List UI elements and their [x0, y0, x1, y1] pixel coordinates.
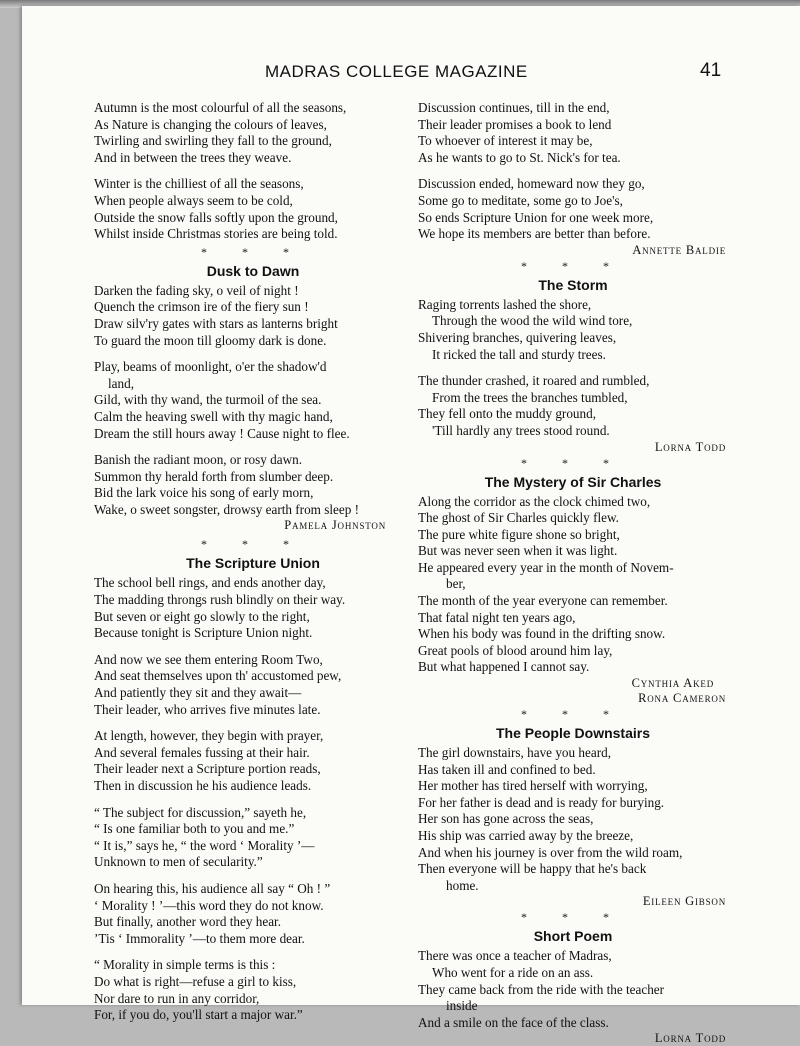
right-column — [418, 100, 728, 1046]
poem-line: To whoever of interest it may be, — [418, 133, 593, 149]
poem-line: They came back from the ride with the teacher — [418, 981, 665, 997]
poem-line: Some go to meditate, some go to Joe's, — [418, 192, 623, 208]
poem-line: Her son has gone across the seas, — [418, 811, 594, 827]
poem-line: Calm the heaving swell with thy magic hand, — [94, 408, 333, 424]
poem-line: It ricked the tall and sturdy trees. — [432, 346, 606, 362]
poem-line: That fatal night ten years ago, — [418, 609, 576, 625]
poem-line: “ Is one familiar both to you and me.” — [94, 821, 295, 837]
poem-line: Unknown to men of secularity.” — [94, 854, 263, 870]
author-downstairs: Eileen Gibson — [642, 894, 726, 909]
stanza-scripture-1 — [94, 575, 412, 641]
poem-line: Autumn is the most colourful of all the seasons, — [94, 100, 347, 115]
poem-line: He appeared every year in the month of Novem- — [418, 559, 674, 575]
author-mystery-1: Cynthia Aked — [631, 676, 714, 691]
section-divider: * * * — [521, 707, 625, 722]
poem-line: And several females fussing at their hair. — [94, 744, 310, 760]
poem-line: “ It is,” says he, “ the word ‘ Morality ’— — [94, 837, 315, 853]
stanza-downstairs-1 — [418, 745, 728, 894]
poem-line: Quench the crimson ire of the fiery sun ! — [94, 299, 309, 315]
poem-line: At length, however, they begin with prayer, — [94, 728, 324, 744]
poem-line: When his body was found in the drifting snow. — [418, 626, 666, 642]
section-divider: * * * — [521, 258, 625, 273]
section-divider: * * * — [521, 455, 625, 470]
poem-line: And in between the trees they weave. — [94, 149, 292, 165]
poem-line: Has taken ill and confined to bed. — [418, 761, 596, 777]
stanza-storm-2 — [418, 373, 728, 439]
poem-line: The month of the year everyone can remember. — [418, 593, 668, 609]
poem-line: Wake, o sweet songster, drowsy earth from sleep ! — [94, 501, 360, 517]
poem-line: 'Till hardly any trees stood round. — [432, 422, 610, 438]
poem-line: Along the corridor as the clock chimed two, — [418, 493, 651, 509]
poem-line: Nor dare to run in any corridor, — [94, 990, 260, 1006]
poem-line: Great pools of blood around him lay, — [418, 642, 613, 658]
poem-line: Bid the lark voice his song of early morn, — [94, 485, 314, 501]
section-divider: * * * — [201, 537, 305, 552]
poem-line: Through the wood the wild wind tore, — [432, 313, 633, 329]
stanza-short-1 — [418, 948, 728, 1031]
poem-line: The school bell rings, and ends another day, — [94, 575, 326, 591]
poem-line: But what happened I cannot say. — [418, 659, 590, 675]
poem-line: Because tonight is Scripture Union night. — [94, 625, 313, 641]
poem-line: To guard the moon till gloomy dark is done. — [94, 332, 327, 348]
poem-line: And now we see them entering Room Two, — [94, 651, 323, 667]
stanza-scripture-8 — [418, 176, 728, 242]
poem-line: When people always seem to be cold, — [94, 192, 293, 208]
poem-line: For, if you do, you'll start a major war.” — [94, 1007, 303, 1023]
poem-line: Then everyone will be happy that he's back — [418, 861, 647, 877]
stanza-dusk-2 — [94, 359, 412, 442]
poem-line: Discussion ended, homeward now they go, — [418, 176, 645, 192]
poem-line: Then in discussion he his audience leads. — [94, 778, 312, 793]
poem-line: Darken the fading sky, o veil of night ! — [94, 282, 299, 298]
poem-line: Play, beams of moonlight, o'er the shadow'd — [94, 359, 327, 375]
poem-line: Shivering branches, quivering leaves, — [418, 329, 617, 345]
poem-line: But finally, another word they hear. — [94, 914, 282, 930]
author-storm: Lorna Todd — [654, 439, 726, 454]
poem-line: For her father is dead and is ready for burying. — [418, 794, 665, 810]
stanza-scripture-4 — [94, 805, 412, 871]
poem-line: Her mother has tired herself with worrying, — [418, 778, 648, 794]
poem-line: “ Morality in simple terms is this : — [94, 957, 276, 973]
poem-line: ’Tis ‘ Immorality ’—to them more dear. — [94, 930, 305, 946]
poem-title-downstairs: The People Downstairs — [495, 725, 651, 742]
poem-title-dusk: Dusk to Dawn — [206, 262, 300, 279]
poem-line: Raging torrents lashed the shore, — [418, 296, 592, 312]
stanza-dusk-3 — [94, 452, 412, 518]
poem-line: But was never seen when it was light. — [418, 543, 618, 559]
stanza-scripture-2 — [94, 652, 412, 718]
section-divider: * * * — [201, 244, 305, 259]
poem-line: They fell onto the muddy ground, — [418, 406, 596, 422]
page-header — [0, 62, 800, 86]
poem-line: Gild, with thy wand, the turmoil of the sea. — [94, 392, 322, 408]
poem-line: But seven or eight go slowly to the right, — [94, 608, 310, 624]
stanza-scripture-5 — [94, 881, 412, 947]
poem-line: Winter is the chilliest of all the seasons, — [94, 176, 304, 192]
stanza-dusk-1 — [94, 283, 412, 349]
poem-line: As he wants to go to St. Nick's for tea. — [418, 149, 621, 165]
stanza-storm-1 — [418, 297, 728, 363]
poem-line: His ship was carried away by the breeze, — [418, 828, 634, 843]
author-scripture: Annette Baldie — [632, 242, 726, 257]
poem-line: land, — [108, 375, 135, 391]
poem-line: Who went for a ride on an ass. — [432, 964, 594, 980]
poem-line: Their leader, who arrives five minutes late. — [94, 701, 321, 717]
left-column — [94, 100, 412, 1034]
poem-line: The girl downstairs, have you heard, — [418, 745, 611, 761]
poem-title-short: Short Poem — [533, 928, 613, 945]
poem-line: We hope its members are better than before. — [418, 226, 651, 242]
stanza-scripture-3 — [94, 728, 412, 794]
stanza-scripture-6 — [94, 957, 412, 1023]
poem-line: Their leader next a Scripture portion reads, — [94, 761, 321, 777]
stanza-mystery-1 — [418, 494, 728, 677]
section-divider: * * * — [521, 910, 625, 925]
poem-line: Whilst inside Christmas stories are being told. — [94, 226, 338, 242]
stanza-autumn — [94, 100, 412, 166]
poem-line: There was once a teacher of Madras, — [418, 948, 612, 964]
author-mystery-2: Rona Cameron — [638, 691, 726, 706]
poem-line: Twirling and swirling they fall to the ground, — [94, 133, 332, 149]
stanza-winter — [94, 176, 412, 242]
poem-line: The pure white figure shone so bright, — [418, 526, 620, 542]
poem-line: ber, — [446, 576, 466, 592]
poem-line: “ The subject for discussion,” sayeth he, — [94, 804, 307, 820]
magazine-title: MADRAS COLLEGE MAGAZINE — [265, 62, 528, 81]
poem-line: ‘ Morality ! ’—this word they do not know. — [94, 897, 324, 913]
poem-line: Discussion continues, till in the end, — [418, 100, 610, 115]
poem-line: The thunder crashed, it roared and rumbled, — [418, 373, 650, 389]
poem-line: Do what is right—refuse a girl to kiss, — [94, 973, 297, 989]
poem-line: So ends Scripture Union for one week more, — [418, 209, 654, 225]
poem-line: Summon thy herald forth from slumber deep. — [94, 468, 334, 484]
poem-title-scripture: The Scripture Union — [186, 555, 320, 572]
poem-title-storm: The Storm — [538, 276, 608, 293]
author-dusk: Pamela Johnston — [284, 518, 386, 533]
author-short: Lorna Todd — [654, 1031, 726, 1046]
poem-line: And patiently they sit and they await— — [94, 685, 302, 701]
poem-line: home. — [446, 877, 479, 893]
page-number: 41 — [700, 60, 722, 81]
poem-line: Banish the radiant moon, or rosy dawn. — [94, 452, 303, 468]
poem-line: Draw silv'ry gates with stars as lanterns bright — [94, 315, 338, 331]
poem-line: inside — [446, 998, 478, 1014]
poem-line: Dream the still hours away ! Cause night to flee. — [94, 425, 350, 441]
poem-title-mystery: The Mystery of Sir Charles — [484, 473, 662, 490]
poem-line: As Nature is changing the colours of leaves, — [94, 116, 327, 132]
poem-line: The ghost of Sir Charles quickly flew. — [418, 510, 619, 526]
poem-line: Outside the snow falls softly upon the ground, — [94, 209, 338, 225]
poem-line: Their leader promises a book to lend — [418, 116, 612, 132]
poem-line: The madding throngs rush blindly on their way. — [94, 592, 346, 608]
stanza-scripture-7 — [418, 100, 728, 166]
poem-line: On hearing this, his audience all say “ Oh ! ” — [94, 880, 331, 896]
poem-line: And when his journey is over from the wild roam, — [418, 844, 683, 860]
poem-line: And a smile on the face of the class. — [418, 1014, 609, 1030]
poem-line: From the trees the branches tumbled, — [432, 389, 628, 405]
poem-line: And seat themselves upon th' accustomed pew, — [94, 668, 342, 684]
